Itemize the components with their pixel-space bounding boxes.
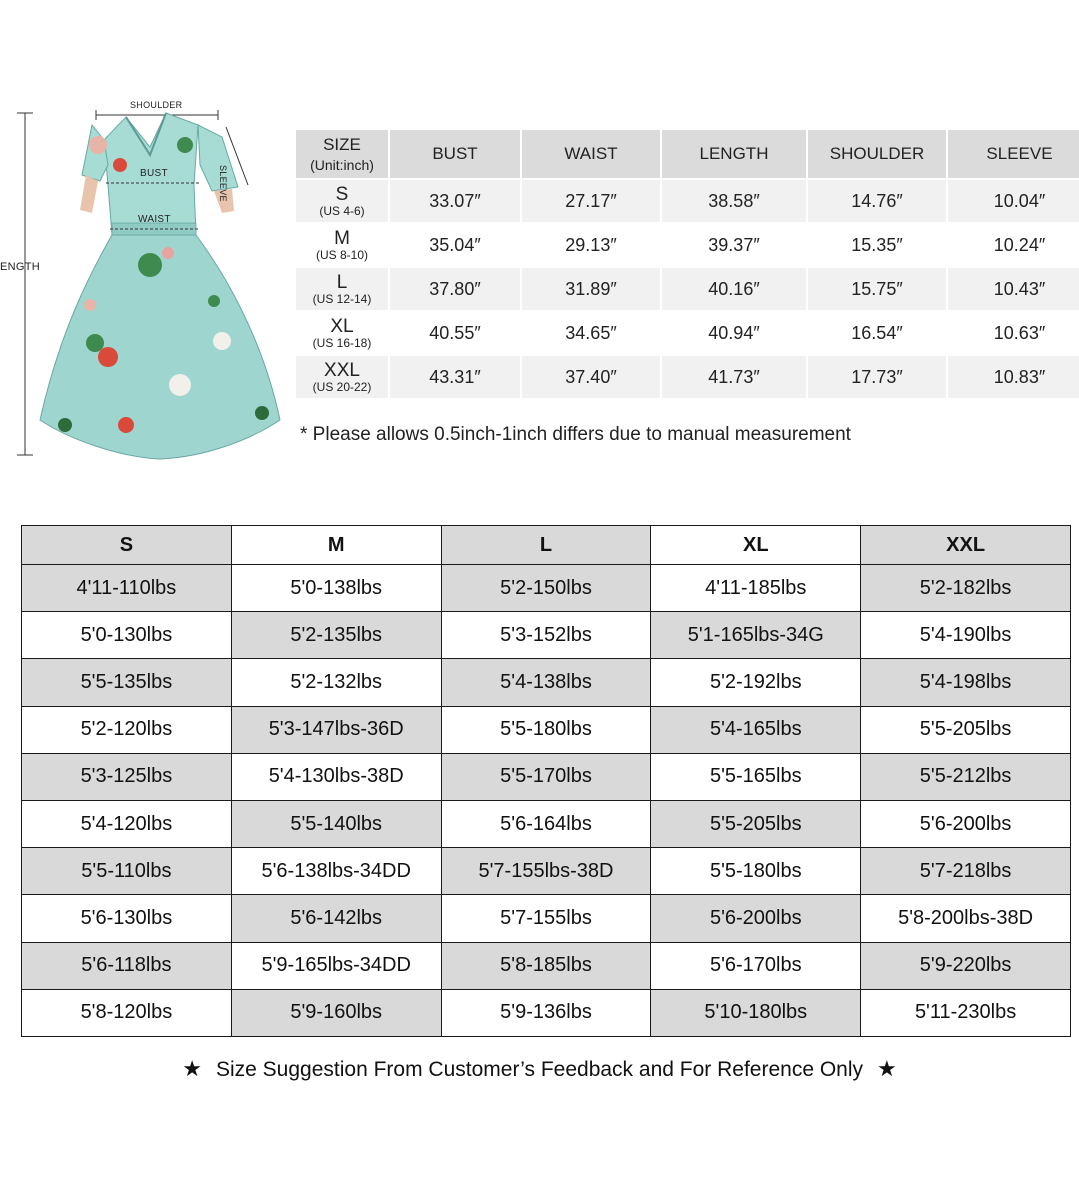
bust-cell: 35.04″ bbox=[390, 224, 520, 266]
footer-text: Size Suggestion From Customer’s Feedback and For Reference Only bbox=[215, 1058, 864, 1081]
waist-cell: 31.89″ bbox=[522, 268, 660, 310]
bust-label: BUST bbox=[140, 168, 168, 179]
suggestion-row bbox=[22, 895, 1071, 942]
shoulder-cell: 17.73″ bbox=[808, 356, 946, 398]
suggestion-cell: 4'11-110lbs bbox=[22, 565, 232, 612]
length-cell: 39.37″ bbox=[662, 224, 806, 266]
sleeve-cell: 10.24″ bbox=[948, 224, 1079, 266]
size-header-label: SIZE bbox=[323, 135, 361, 154]
header-bust: BUST bbox=[390, 130, 520, 178]
waist-cell: 37.40″ bbox=[522, 356, 660, 398]
shoulder-cell: 16.54″ bbox=[808, 312, 946, 354]
measurement-row bbox=[296, 180, 1079, 222]
length-cell: 38.58″ bbox=[662, 180, 806, 222]
waist-label: WAIST bbox=[138, 214, 171, 225]
dress-illustration bbox=[0, 95, 295, 470]
header-size bbox=[296, 130, 388, 178]
suggestion-cell: 5'5-140lbs bbox=[231, 800, 441, 847]
suggestion-header-xxl: XXL bbox=[861, 526, 1071, 565]
us-size: (US 16-18) bbox=[312, 335, 372, 350]
header-waist: WAIST bbox=[522, 130, 660, 178]
size-suggestion-table bbox=[21, 525, 1071, 1037]
suggestion-cell: 5'8-200lbs-38D bbox=[861, 895, 1071, 942]
suggestion-cell: 5'5-110lbs bbox=[22, 848, 232, 895]
length-cell: 40.94″ bbox=[662, 312, 806, 354]
suggestion-cell: 5'9-165lbs-34DD bbox=[231, 942, 441, 989]
sleeve-cell: 10.04″ bbox=[948, 180, 1079, 222]
suggestion-cell: 5'0-138lbs bbox=[231, 565, 441, 612]
suggestion-cell: 5'2-135lbs bbox=[231, 612, 441, 659]
length-cell: 41.73″ bbox=[662, 356, 806, 398]
suggestion-cell: 5'6-170lbs bbox=[651, 942, 861, 989]
measurement-header-row bbox=[296, 130, 1079, 178]
suggestion-header-s: S bbox=[22, 526, 232, 565]
suggestion-cell: 5'2-150lbs bbox=[441, 565, 651, 612]
suggestion-cell: 5'9-220lbs bbox=[861, 942, 1071, 989]
shoulder-cell: 15.75″ bbox=[808, 268, 946, 310]
suggestion-cell: 5'2-182lbs bbox=[861, 565, 1071, 612]
suggestion-header-m: M bbox=[231, 526, 441, 565]
shoulder-label: SHOULDER bbox=[130, 100, 183, 110]
bust-cell: 37.80″ bbox=[390, 268, 520, 310]
sleeve-cell: 10.63″ bbox=[948, 312, 1079, 354]
size-cell bbox=[296, 224, 388, 266]
suggestion-cell: 5'4-165lbs bbox=[651, 706, 861, 753]
size-name: XXL bbox=[324, 359, 360, 381]
suggestion-row bbox=[22, 989, 1071, 1036]
suggestion-cell: 5'6-130lbs bbox=[22, 895, 232, 942]
suggestion-row bbox=[22, 612, 1071, 659]
us-size: (US 20-22) bbox=[312, 379, 372, 394]
bust-cell: 33.07″ bbox=[390, 180, 520, 222]
suggestion-cell: 5'3-125lbs bbox=[22, 753, 232, 800]
waist-cell: 34.65″ bbox=[522, 312, 660, 354]
suggestion-cell: 5'2-132lbs bbox=[231, 659, 441, 706]
suggestion-cell: 5'4-120lbs bbox=[22, 800, 232, 847]
suggestion-cell: 5'3-152lbs bbox=[441, 612, 651, 659]
suggestion-cell: 5'1-165lbs-34G bbox=[651, 612, 861, 659]
us-size: (US 8-10) bbox=[315, 247, 368, 262]
size-name: M bbox=[334, 227, 350, 249]
suggestion-cell: 5'4-190lbs bbox=[861, 612, 1071, 659]
header-length: LENGTH bbox=[662, 130, 806, 178]
suggestion-cell: 5'8-120lbs bbox=[22, 989, 232, 1036]
size-name: XL bbox=[330, 315, 354, 337]
suggestion-cell: 5'5-180lbs bbox=[651, 848, 861, 895]
suggestion-cell: 5'2-120lbs bbox=[22, 706, 232, 753]
suggestion-cell: 5'6-164lbs bbox=[441, 800, 651, 847]
measurement-row bbox=[296, 312, 1079, 354]
star-icon: ★ bbox=[182, 1056, 202, 1081]
waist-cell: 29.13″ bbox=[522, 224, 660, 266]
suggestion-row bbox=[22, 800, 1071, 847]
suggestion-cell: 5'5-212lbs bbox=[861, 753, 1071, 800]
measurement-row bbox=[296, 356, 1079, 398]
suggestion-header-l: L bbox=[441, 526, 651, 565]
us-size: (US 12-14) bbox=[312, 291, 372, 306]
suggestion-cell: 5'6-200lbs bbox=[861, 800, 1071, 847]
size-name: S bbox=[335, 183, 349, 205]
shoulder-cell: 15.35″ bbox=[808, 224, 946, 266]
bust-cell: 43.31″ bbox=[390, 356, 520, 398]
suggestion-cell: 5'0-130lbs bbox=[22, 612, 232, 659]
measurement-row bbox=[296, 224, 1079, 266]
suggestion-cell: 5'4-198lbs bbox=[861, 659, 1071, 706]
suggestion-cell: 5'5-180lbs bbox=[441, 706, 651, 753]
suggestion-cell: 5'5-205lbs bbox=[861, 706, 1071, 753]
suggestion-cell: 5'10-180lbs bbox=[651, 989, 861, 1036]
waist-cell: 27.17″ bbox=[522, 180, 660, 222]
suggestion-header-row bbox=[22, 526, 1071, 565]
suggestion-cell: 5'11-230lbs bbox=[861, 989, 1071, 1036]
us-size: (US 4-6) bbox=[319, 203, 365, 218]
suggestion-cell: 5'5-135lbs bbox=[22, 659, 232, 706]
size-name: L bbox=[336, 271, 348, 293]
size-cell bbox=[296, 312, 388, 354]
dress-diagram bbox=[0, 95, 295, 470]
star-icon: ★ bbox=[877, 1056, 897, 1081]
suggestion-cell: 5'4-130lbs-38D bbox=[231, 753, 441, 800]
suggestion-row bbox=[22, 942, 1071, 989]
measurement-table bbox=[294, 128, 1079, 400]
sleeve-label: SLEEVE bbox=[218, 165, 228, 202]
suggestion-cell: 5'4-138lbs bbox=[441, 659, 651, 706]
suggestion-cell: 5'7-218lbs bbox=[861, 848, 1071, 895]
length-label: ENGTH bbox=[0, 261, 40, 273]
size-cell bbox=[296, 268, 388, 310]
suggestion-header-xl: XL bbox=[651, 526, 861, 565]
header-sleeve: SLEEVE bbox=[948, 130, 1079, 178]
suggestion-row bbox=[22, 706, 1071, 753]
size-cell bbox=[296, 356, 388, 398]
sleeve-cell: 10.83″ bbox=[948, 356, 1079, 398]
shoulder-cell: 14.76″ bbox=[808, 180, 946, 222]
sleeve-cell: 10.43″ bbox=[948, 268, 1079, 310]
suggestion-row bbox=[22, 659, 1071, 706]
suggestion-cell: 5'9-160lbs bbox=[231, 989, 441, 1036]
suggestion-row bbox=[22, 565, 1071, 612]
suggestion-cell: 5'6-138lbs-34DD bbox=[231, 848, 441, 895]
suggestion-cell: 5'9-136lbs bbox=[441, 989, 651, 1036]
length-cell: 40.16″ bbox=[662, 268, 806, 310]
bust-cell: 40.55″ bbox=[390, 312, 520, 354]
suggestion-cell: 5'6-118lbs bbox=[22, 942, 232, 989]
suggestion-row bbox=[22, 753, 1071, 800]
measurement-note: * Please allows 0.5inch-1inch differs due to manual measurement bbox=[300, 424, 851, 445]
suggestion-cell: 5'7-155lbs-38D bbox=[441, 848, 651, 895]
suggestion-cell: 5'3-147lbs-36D bbox=[231, 706, 441, 753]
suggestion-cell: 5'2-192lbs bbox=[651, 659, 861, 706]
suggestion-cell: 5'7-155lbs bbox=[441, 895, 651, 942]
header-shoulder: SHOULDER bbox=[808, 130, 946, 178]
measurement-row bbox=[296, 268, 1079, 310]
suggestion-cell: 4'11-185lbs bbox=[651, 565, 861, 612]
size-cell bbox=[296, 180, 388, 222]
suggestion-cell: 5'6-200lbs bbox=[651, 895, 861, 942]
suggestion-cell: 5'6-142lbs bbox=[231, 895, 441, 942]
suggestion-cell: 5'5-170lbs bbox=[441, 753, 651, 800]
suggestion-cell: 5'5-205lbs bbox=[651, 800, 861, 847]
suggestion-cell: 5'5-165lbs bbox=[651, 753, 861, 800]
unit-label: (Unit:inch) bbox=[310, 157, 374, 173]
suggestion-footer bbox=[0, 1056, 1079, 1082]
suggestion-cell: 5'8-185lbs bbox=[441, 942, 651, 989]
suggestion-row bbox=[22, 848, 1071, 895]
